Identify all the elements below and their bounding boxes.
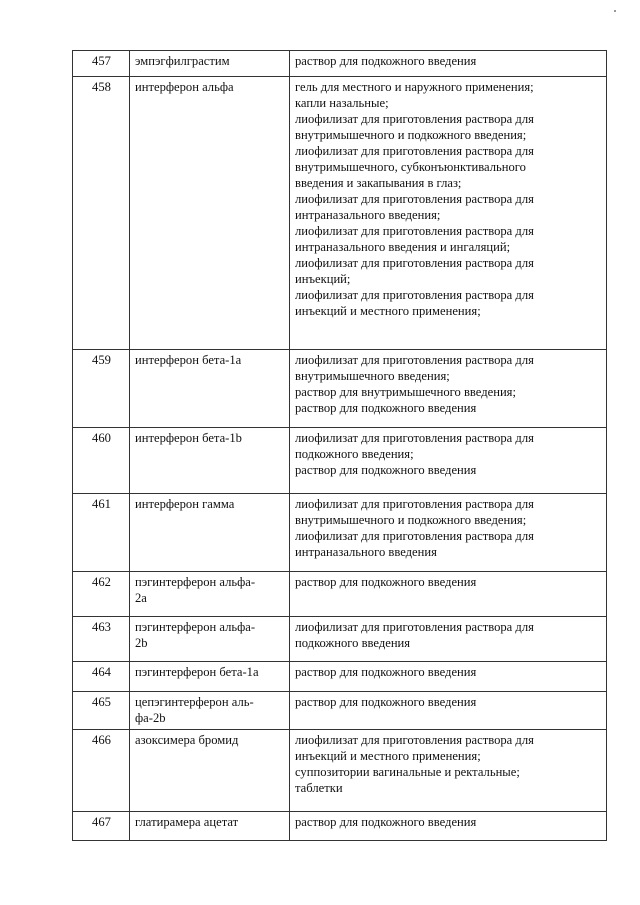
dosage-form-cell — [290, 662, 607, 692]
table-row — [73, 812, 607, 841]
table-row — [73, 428, 607, 494]
row-number: 459 — [73, 350, 130, 428]
dosage-form-cell — [290, 692, 607, 730]
dosage-form-line: инъекций и местного применения; — [295, 304, 481, 318]
row-number: 465 — [73, 692, 130, 730]
row-number: 458 — [73, 77, 130, 350]
row-number: 466 — [73, 730, 130, 812]
dosage-form-line: внутримышечного и подкожного введения; — [295, 513, 527, 527]
table-row — [73, 692, 607, 730]
dosage-form-line: лиофилизат для приготовления раствора для — [295, 192, 534, 206]
drug-name-cell — [130, 572, 290, 617]
table-row — [73, 494, 607, 572]
dosage-form-line: раствор для подкожного введения — [295, 695, 477, 709]
table-row — [73, 617, 607, 662]
dosage-form-line: инъекций и местного применения; — [295, 749, 481, 763]
drug-name-cell — [130, 617, 290, 662]
dosage-form-line: капли назальные; — [295, 96, 389, 110]
dosage-form-line: раствор для подкожного введения — [295, 815, 477, 829]
dosage-form-line: интраназального введения — [295, 545, 437, 559]
dosage-form-line: внутримышечного, субконъюнктивального — [295, 160, 526, 174]
dosage-form-line: суппозитории вагинальные и ректальные; — [295, 765, 520, 779]
table-row — [73, 350, 607, 428]
dosage-form-line: лиофилизат для приготовления раствора для — [295, 256, 534, 270]
dosage-form-line: гель для местного и наружного применения; — [295, 80, 534, 94]
dosage-form-line: лиофилизат для приготовления раствора для — [295, 497, 534, 511]
drug-name-line: фа-2b — [135, 711, 166, 725]
drug-name-line: интерферон альфа — [135, 80, 234, 94]
dosage-form-line: раствор для подкожного введения — [295, 54, 477, 68]
drug-name-cell — [130, 494, 290, 572]
dosage-form-line: раствор для подкожного введения — [295, 463, 477, 477]
drug-table-body — [73, 51, 607, 841]
dosage-form-cell — [290, 428, 607, 494]
dosage-form-line: раствор для подкожного введения — [295, 665, 477, 679]
dosage-form-line: лиофилизат для приготовления раствора для — [295, 288, 534, 302]
row-number: 457 — [73, 51, 130, 77]
dosage-form-line: интраназального введения и ингаляций; — [295, 240, 511, 254]
drug-name-line: пэгинтерферон альфа- — [135, 575, 256, 589]
table-row — [73, 51, 607, 77]
dosage-form-cell — [290, 617, 607, 662]
table-row — [73, 77, 607, 350]
dosage-form-cell — [290, 51, 607, 77]
dosage-form-line: внутримышечного и подкожного введения; — [295, 128, 527, 142]
drug-name-cell — [130, 350, 290, 428]
dosage-form-line: лиофилизат для приготовления раствора для — [295, 431, 534, 445]
dosage-form-line: раствор для подкожного введения — [295, 575, 477, 589]
dosage-form-line: лиофилизат для приготовления раствора для — [295, 733, 534, 747]
dosage-form-cell — [290, 812, 607, 841]
row-number: 467 — [73, 812, 130, 841]
dosage-form-line: инъекций; — [295, 272, 351, 286]
dosage-form-line: таблетки — [295, 781, 343, 795]
drug-name-cell — [130, 812, 290, 841]
drug-name-line: интерферон бета-1b — [135, 431, 242, 445]
dosage-form-line: раствор для подкожного введения — [295, 401, 477, 415]
table-row — [73, 662, 607, 692]
drug-table — [72, 50, 607, 841]
dosage-form-line: лиофилизат для приготовления раствора для — [295, 620, 534, 634]
dosage-form-line: лиофилизат для приготовления раствора для — [295, 144, 534, 158]
dosage-form-line: подкожного введения — [295, 636, 411, 650]
dosage-form-line: введения и закапывания в глаз; — [295, 176, 462, 190]
dosage-form-line: лиофилизат для приготовления раствора для — [295, 529, 534, 543]
drug-name-cell — [130, 51, 290, 77]
dosage-form-line: лиофилизат для приготовления раствора для — [295, 353, 534, 367]
table-row — [73, 730, 607, 812]
dosage-form-line: раствор для внутримышечного введения; — [295, 385, 516, 399]
drug-name-cell — [130, 77, 290, 350]
drug-name-line: пэгинтерферон альфа- — [135, 620, 256, 634]
drug-name-cell — [130, 692, 290, 730]
table-row — [73, 572, 607, 617]
dosage-form-cell — [290, 494, 607, 572]
drug-name-line: азоксимера бромид — [135, 733, 239, 747]
drug-name-line: цепэгинтерферон аль- — [135, 695, 254, 709]
drug-name-line: эмпэгфилграстим — [135, 54, 230, 68]
drug-name-line: интерферон гамма — [135, 497, 235, 511]
drug-name-line: пэгинтерферон бета-1а — [135, 665, 259, 679]
dosage-form-line: лиофилизат для приготовления раствора для — [295, 224, 534, 238]
drug-name-line: интерферон бета-1а — [135, 353, 242, 367]
dosage-form-cell — [290, 730, 607, 812]
scan-speck — [614, 10, 616, 12]
drug-name-line: глатирамера ацетат — [135, 815, 239, 829]
dosage-form-line: внутримышечного введения; — [295, 369, 450, 383]
row-number: 461 — [73, 494, 130, 572]
drug-name-cell — [130, 428, 290, 494]
row-number: 462 — [73, 572, 130, 617]
row-number: 464 — [73, 662, 130, 692]
row-number: 460 — [73, 428, 130, 494]
drug-name-cell — [130, 662, 290, 692]
dosage-form-cell — [290, 77, 607, 350]
drug-name-cell — [130, 730, 290, 812]
drug-name-line: 2b — [135, 636, 148, 650]
dosage-form-cell — [290, 350, 607, 428]
dosage-form-line: лиофилизат для приготовления раствора для — [295, 112, 534, 126]
dosage-form-line: подкожного введения; — [295, 447, 414, 461]
dosage-form-line: интраназального введения; — [295, 208, 441, 222]
row-number: 463 — [73, 617, 130, 662]
dosage-form-cell — [290, 572, 607, 617]
drug-name-line: 2а — [135, 591, 147, 605]
